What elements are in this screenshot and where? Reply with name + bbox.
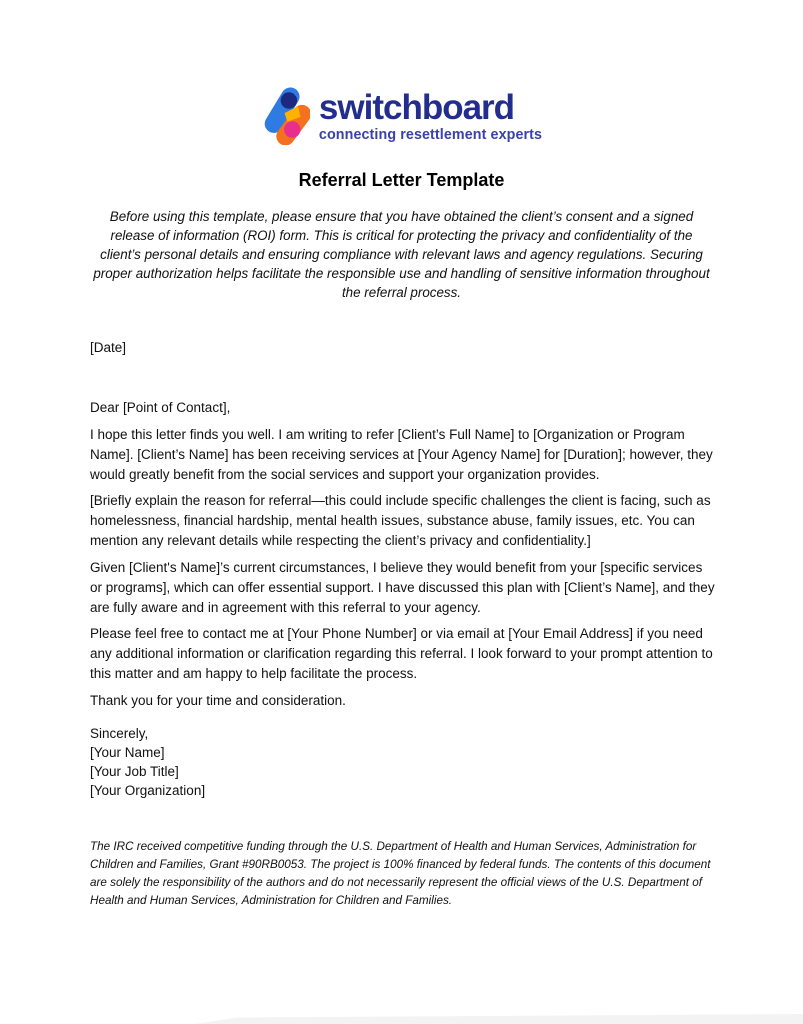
date-placeholder: [Date] [90, 340, 127, 355]
signature-line-org: [Your Organization] [90, 782, 206, 798]
signature-line-title: [Your Job Title] [90, 763, 179, 779]
footer-disclaimer: The IRC received competitive funding through the U.S. Department of Health and Human Services, Administration for Children and Families, Grant #90RB0053. The project is 100% financed by federal funds. The contents of this document are solely the responsibility of the authors and do not necessarily represent the official views of the U.S. Department of Health and Human Services, Administration for Children and Families. [90, 839, 711, 908]
letter-body [90, 338, 715, 800]
body-paragraph-3: Given [Client's Name]’s current circumstances, I believe they would benefit from your [specific services or programs], which can offer essential support. I have discussed this plan with [Client’s Name], and they are fully aware and in agreement with this referral to your agency. [90, 559, 715, 615]
body-paragraph-5: Thank you for your time and consideration. [90, 692, 346, 708]
switchboard-logo-icon [261, 86, 310, 145]
body-paragraph-1: I hope this letter finds you well. I am writing to refer [Client’s Full Name] to [Organization or Program Name]. [Client’s Name] has been receiving services at [Your Agency Name] for [Duration]; however, they would greatly benefit from the social services and support your organization provides. [90, 426, 713, 482]
switchboard-logo [0, 0, 803, 145]
closing: Sincerely, [90, 725, 149, 741]
bottom-edge-bar [195, 1014, 803, 1024]
page-title: Referral Letter Template [298, 170, 505, 190]
logo-wordmark: switchboard [318, 87, 515, 127]
body-paragraph-4: Please feel free to contact me at [Your Phone Number] or via email at [Your Email Address] if you need any additional information or clarification regarding this referral. I look forward to your prompt attention to this matter and am happy to help facilitate the process. [90, 626, 713, 681]
intro-notice: Before using this template, please ensure that you have obtained the client’s consent and a signed release of information (ROI) form. This is critical for protecting the privacy and confidentiality of the client’s personal details and ensuring compliance with relevant laws and agency regulations. Securing proper authorization helps facilitate the responsible use and handling of sensitive information throughout the referral process. [93, 209, 710, 300]
logo-tagline: connecting resettlement experts [318, 126, 543, 143]
salutation: Dear [Point of Contact], [90, 400, 231, 415]
signature-line-name: [Your Name] [90, 744, 165, 760]
body-paragraph-2: [Briefly explain the reason for referral—this could include specific challenges the client is facing, such as homelessness, financial hardship, mental health issues, substance abuse, family issues, etc. You can mention any relevant details while respecting the client’s privacy and confidentiality.] [90, 493, 711, 548]
logo-text [319, 89, 542, 143]
signature-block [90, 724, 715, 800]
